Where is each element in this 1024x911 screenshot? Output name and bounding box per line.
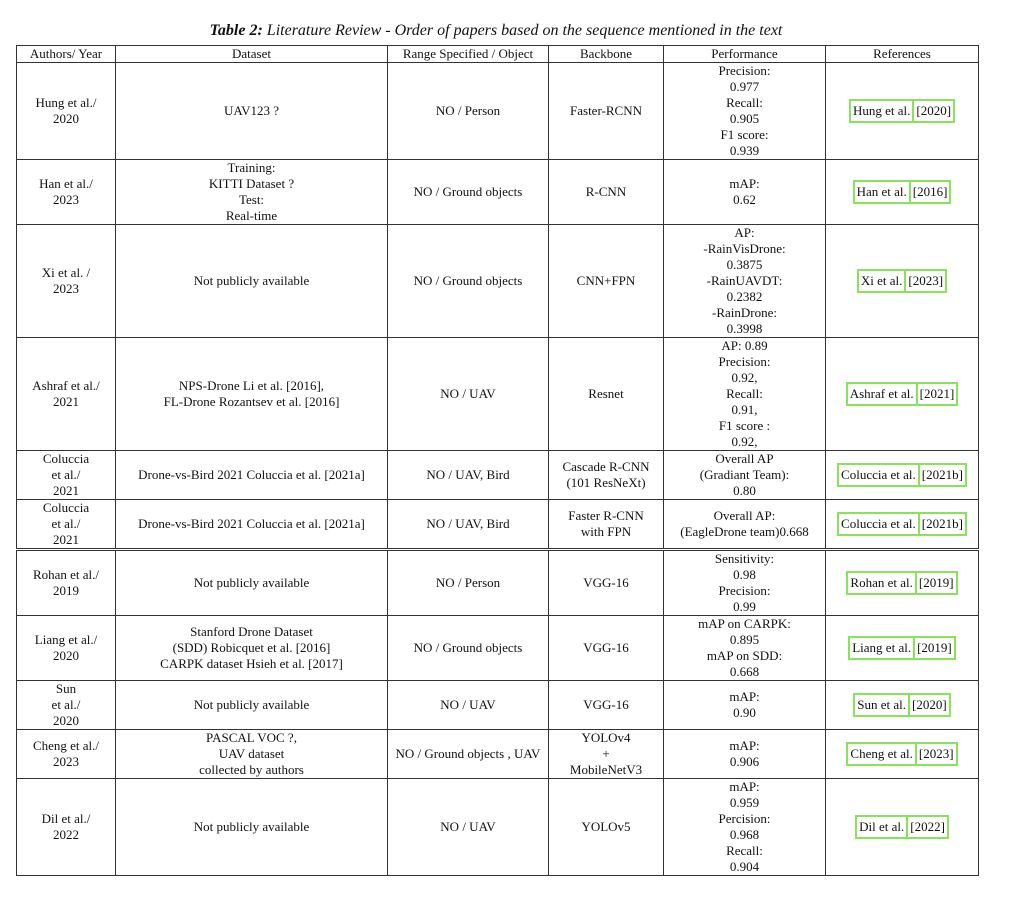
backbone-cell-line: MobileNetV3: [569, 762, 643, 777]
performance-cell-line: 0.99: [733, 599, 756, 614]
reference-year-link[interactable]: [2020]: [916, 103, 952, 118]
performance-cell-line: 0.3875: [726, 257, 763, 272]
header-range-object: Range Specified / Object: [388, 46, 549, 63]
performance-cell: [664, 338, 826, 451]
dataset-cell: [116, 63, 388, 160]
performance-cell-line: 0.977: [729, 79, 760, 94]
reference-year-link[interactable]: [2019]: [918, 575, 954, 590]
performance-cell-line: 0.906: [729, 754, 760, 769]
author-year-cell: [17, 681, 116, 730]
author-year-cell-line: Coluccia: [42, 451, 90, 466]
author-year-cell-line: Rohan et al./: [32, 567, 100, 582]
header-performance: Performance: [664, 46, 826, 63]
reference-author-link[interactable]: Dil et al.: [859, 819, 905, 834]
performance-cell-line: (EagleDrone team)0.668: [680, 524, 809, 539]
performance-cell-line: Overall AP:: [713, 508, 776, 523]
author-year-cell-line: et al./: [51, 467, 81, 482]
dataset-cell-line: collected by authors: [199, 762, 304, 777]
reference-year-link[interactable]: [2021]: [919, 386, 955, 401]
dataset-cell-line: Not publicly available: [193, 575, 310, 590]
reference-cell: [826, 160, 979, 225]
performance-cell: [664, 500, 826, 550]
dataset-cell-line: Drone-vs-Bird 2021 Coluccia et al. [2021a]: [138, 467, 365, 482]
table-row: [17, 63, 979, 160]
author-year-cell: [17, 550, 116, 616]
reference-author-link[interactable]: Liang et al.: [852, 640, 912, 655]
dataset-cell-line: FL-Drone Rozantsev et al. [2016]: [163, 394, 340, 409]
reference-cell: [826, 63, 979, 160]
reference-author-link[interactable]: Coluccia et al.: [841, 467, 916, 482]
performance-cell-line: -RainUAVDT:: [706, 273, 783, 288]
author-year-cell-line: et al./: [51, 516, 81, 531]
performance-cell-line: 0.2382: [726, 289, 763, 304]
performance-cell-line: 0.3998: [726, 321, 763, 336]
reference-author-link[interactable]: Sun et al.: [857, 697, 907, 712]
performance-cell: [664, 225, 826, 338]
author-year-cell: [17, 730, 116, 779]
reference-year-link[interactable]: [2020]: [912, 697, 947, 712]
backbone-cell: [549, 681, 664, 730]
reference-author-link[interactable]: Cheng et al.: [850, 746, 913, 761]
performance-cell: [664, 616, 826, 681]
author-year-cell-line: Dil et al./: [41, 811, 91, 826]
dataset-cell-line: (SDD) Robicquet et al. [2016]: [172, 640, 331, 655]
caption-label: Table 2:: [209, 22, 263, 39]
reference-cell: [826, 730, 979, 779]
range-object-cell: NO / Person: [388, 63, 549, 160]
reference-year-link[interactable]: [2016]: [912, 184, 948, 199]
author-year-cell-line: Xi et al. /: [41, 265, 91, 280]
reference-cell: [826, 616, 979, 681]
dataset-cell-line: Real-time: [225, 208, 278, 223]
author-year-cell: [17, 338, 116, 451]
backbone-cell-line: Resnet: [588, 386, 624, 401]
performance-cell: [664, 451, 826, 500]
author-year-cell-line: 2021: [53, 483, 79, 498]
backbone-cell-line: YOLOv5: [581, 819, 631, 834]
performance-cell-line: 0.895: [729, 632, 760, 647]
author-year-cell-line: Ashraf et al./: [32, 378, 100, 393]
range-object-cell: NO / Ground objects: [388, 616, 549, 681]
author-year-cell: [17, 500, 116, 550]
performance-cell-line: mAP:: [729, 779, 760, 794]
header-references: References: [826, 46, 979, 63]
reference-author-link[interactable]: Xi et al.: [860, 273, 903, 288]
header-backbone: Backbone: [549, 46, 664, 63]
table-row: [17, 616, 979, 681]
performance-cell-line: Recall:: [726, 95, 763, 110]
author-year-cell: [17, 63, 116, 160]
reference-author-link[interactable]: Hung et al.: [852, 103, 911, 118]
header-row: [17, 46, 979, 63]
reference-year-link[interactable]: [2023]: [918, 746, 954, 761]
dataset-cell: [116, 451, 388, 500]
dataset-cell-line: Not publicly available: [193, 819, 310, 834]
dataset-cell-line: UAV dataset: [218, 746, 285, 761]
backbone-cell-line: R-CNN: [585, 184, 627, 199]
author-year-cell-line: 2020: [53, 713, 79, 728]
dataset-cell-line: NPS-Drone Li et al. [2016],: [178, 378, 325, 393]
performance-cell-line: Overall AP: [715, 451, 774, 466]
performance-cell: [664, 160, 826, 225]
dataset-cell-line: Training:: [227, 160, 276, 175]
performance-cell-line: Recall:: [726, 386, 763, 401]
backbone-cell: [549, 500, 664, 550]
range-object-cell: NO / UAV, Bird: [388, 500, 549, 550]
dataset-cell: [116, 338, 388, 451]
reference-author-link[interactable]: Rohan et al.: [850, 575, 913, 590]
reference-author-link[interactable]: Han et al.: [856, 184, 907, 199]
range-object-cell: NO / UAV: [388, 338, 549, 451]
range-object-cell: NO / Ground objects: [388, 160, 549, 225]
author-year-cell-line: Hung et al./: [35, 95, 97, 110]
performance-cell-line: AP: 0.89: [721, 338, 768, 353]
author-year-cell: [17, 225, 116, 338]
author-year-cell-line: 2023: [53, 754, 79, 769]
backbone-cell: [549, 616, 664, 681]
performance-cell-line: mAP on SDD:: [706, 648, 783, 663]
performance-cell-line: mAP:: [729, 738, 760, 753]
backbone-cell: [549, 779, 664, 876]
reference-cell: [826, 681, 979, 730]
backbone-cell-line: CNN+FPN: [576, 273, 636, 288]
backbone-cell: [549, 451, 664, 500]
table-row: [17, 730, 979, 779]
table-row: [17, 500, 979, 550]
performance-cell-line: 0.92,: [731, 434, 758, 449]
literature-review-table: [16, 45, 979, 876]
backbone-cell-line: Faster-RCNN: [570, 103, 642, 118]
author-year-cell: [17, 779, 116, 876]
author-year-cell-line: 2022: [53, 827, 79, 842]
performance-cell-line: -RainDrone:: [712, 305, 777, 320]
table-body: [17, 63, 979, 876]
reference-year-link[interactable]: [2019]: [917, 640, 952, 655]
backbone-cell-line: VGG-16: [583, 697, 629, 712]
author-year-cell-line: 2020: [53, 648, 79, 663]
performance-cell-line: Sensitivity:: [714, 551, 775, 566]
author-year-cell-line: Sun: [55, 681, 77, 696]
backbone-cell: [549, 160, 664, 225]
range-object-cell: NO / Ground objects , UAV: [388, 730, 549, 779]
performance-cell-line: 0.668: [729, 664, 760, 679]
performance-cell-line: Percision:: [718, 811, 771, 826]
dataset-cell: [116, 616, 388, 681]
table-caption: [0, 22, 992, 40]
backbone-cell-line: +: [602, 746, 610, 761]
range-object-cell: NO / Person: [388, 550, 549, 616]
backbone-cell: [549, 730, 664, 779]
author-year-cell-line: 2021: [53, 532, 79, 547]
performance-cell: [664, 779, 826, 876]
dataset-cell: [116, 730, 388, 779]
performance-cell-line: Precision:: [718, 63, 771, 78]
performance-cell-line: mAP:: [729, 176, 760, 191]
table-row: [17, 451, 979, 500]
author-year-cell-line: 2023: [53, 192, 79, 207]
range-object-cell: NO / UAV: [388, 681, 549, 730]
backbone-cell-line: (101 ResNeXt): [566, 475, 646, 490]
performance-cell: [664, 730, 826, 779]
table-row: [17, 338, 979, 451]
performance-cell-line: 0.905: [729, 111, 760, 126]
dataset-cell: [116, 225, 388, 338]
header-dataset: Dataset: [116, 46, 388, 63]
dataset-cell: [116, 681, 388, 730]
reference-year-link[interactable]: [2023]: [908, 273, 944, 288]
performance-cell-line: Precision:: [718, 354, 771, 369]
performance-cell-line: AP:: [734, 225, 755, 240]
performance-cell-line: 0.968: [729, 827, 760, 842]
author-year-cell: [17, 160, 116, 225]
dataset-cell: [116, 500, 388, 550]
dataset-cell-line: CARPK dataset Hsieh et al. [2017]: [160, 656, 343, 671]
performance-cell-line: F1 score :: [718, 418, 771, 433]
backbone-cell-line: VGG-16: [583, 640, 629, 655]
performance-cell-line: 0.90: [733, 705, 756, 720]
backbone-cell: [549, 550, 664, 616]
dataset-cell-line: KITTI Dataset ?: [208, 176, 295, 191]
dataset-cell-line: Test:: [238, 192, 265, 207]
author-year-cell-line: Coluccia: [42, 500, 90, 515]
author-year-cell-line: 2023: [53, 281, 79, 296]
performance-cell-line: 0.98: [733, 567, 756, 582]
dataset-cell: [116, 160, 388, 225]
range-object-cell: NO / Ground objects: [388, 225, 549, 338]
dataset-cell-line: Not publicly available: [193, 697, 310, 712]
performance-cell-line: 0.91,: [731, 402, 758, 417]
backbone-cell: [549, 63, 664, 160]
performance-cell: [664, 63, 826, 160]
table-row: [17, 550, 979, 616]
header-authors-year: Authors/ Year: [17, 46, 116, 63]
reference-year-link[interactable]: [2022]: [910, 819, 945, 834]
reference-cell: [826, 225, 979, 338]
range-object-cell: NO / UAV: [388, 779, 549, 876]
reference-cell: [826, 338, 979, 451]
dataset-cell-line: Stanford Drone Dataset: [190, 624, 313, 639]
reference-year-link[interactable]: [2021b]: [921, 516, 963, 531]
author-year-cell-line: Han et al./: [39, 176, 93, 191]
author-year-cell-line: Liang et al./: [34, 632, 98, 647]
reference-cell: [826, 500, 979, 550]
performance-cell-line: 0.92,: [731, 370, 758, 385]
backbone-cell-line: Faster R-CNN: [568, 508, 644, 523]
author-year-cell: [17, 451, 116, 500]
performance-cell-line: mAP:: [729, 689, 760, 704]
dataset-cell-line: Not publicly available: [193, 273, 310, 288]
dataset-cell: [116, 779, 388, 876]
performance-cell-line: Precision:: [718, 583, 771, 598]
backbone-cell: [549, 225, 664, 338]
performance-cell-line: (Gradiant Team):: [699, 467, 790, 482]
performance-cell-line: 0.939: [729, 143, 760, 158]
reference-author-link[interactable]: Ashraf et al.: [849, 386, 914, 401]
performance-cell-line: -RainVisDrone:: [703, 241, 786, 256]
performance-cell-line: 0.80: [733, 483, 756, 498]
table-row: [17, 779, 979, 876]
table-row: [17, 225, 979, 338]
range-object-cell: NO / UAV, Bird: [388, 451, 549, 500]
performance-cell-line: F1 score:: [720, 127, 769, 142]
performance-cell: [664, 550, 826, 616]
author-year-cell-line: 2019: [53, 583, 79, 598]
reference-cell: [826, 550, 979, 616]
author-year-cell-line: 2020: [53, 111, 79, 126]
backbone-cell: [549, 338, 664, 451]
backbone-cell-line: YOLOv4: [581, 730, 631, 745]
dataset-cell: [116, 550, 388, 616]
reference-author-link[interactable]: Coluccia et al.: [841, 516, 916, 531]
author-year-cell: [17, 616, 116, 681]
performance-cell-line: 0.62: [733, 192, 756, 207]
reference-cell: [826, 451, 979, 500]
performance-cell-line: 0.959: [729, 795, 760, 810]
table-row: [17, 681, 979, 730]
backbone-cell-line: VGG-16: [583, 575, 629, 590]
caption-text: Literature Review - Order of papers based on the sequence mentioned in the text: [266, 22, 783, 39]
reference-cell: [826, 779, 979, 876]
performance-cell-line: Recall:: [726, 843, 763, 858]
author-year-cell-line: et al./: [51, 697, 81, 712]
author-year-cell-line: Cheng et al./: [32, 738, 100, 753]
dataset-cell-line: UAV123 ?: [223, 103, 279, 118]
table-row: [17, 160, 979, 225]
performance-cell: [664, 681, 826, 730]
author-year-cell-line: 2021: [53, 394, 79, 409]
dataset-cell-line: Drone-vs-Bird 2021 Coluccia et al. [2021a]: [138, 516, 365, 531]
backbone-cell-line: Cascade R-CNN: [562, 459, 650, 474]
dataset-cell-line: PASCAL VOC ?,: [206, 730, 297, 745]
performance-cell-line: mAP on CARPK:: [698, 616, 791, 631]
backbone-cell-line: with FPN: [580, 524, 632, 539]
performance-cell-line: 0.904: [729, 859, 760, 874]
reference-year-link[interactable]: [2021b]: [921, 467, 963, 482]
